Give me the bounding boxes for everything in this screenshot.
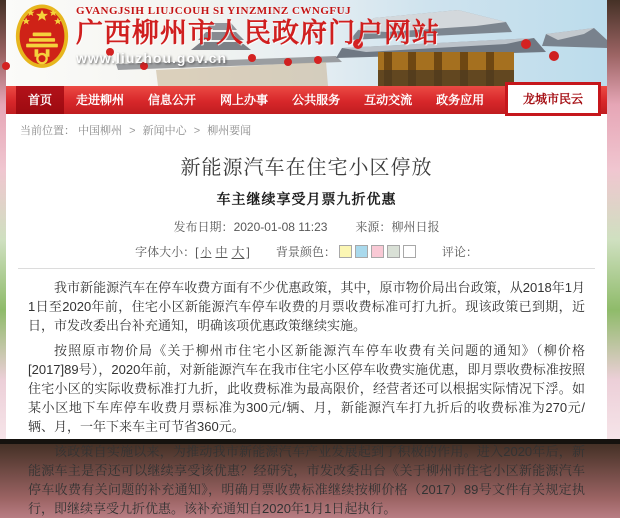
national-emblem-icon — [14, 2, 70, 76]
article-paragraph: 按照原市物价局《关于柳州市住宅小区新能源汽车停车收费有关问题的通知》（柳价格[2017]89号），2020年前，对新能源汽车在我市住宅小区停车收费实施优惠，即月票收费标准按照住宅小区的实际收费标准打九折，此收费标准为最高限价，经营者还可以根据实际情况下浮。如某小区地下车库停车收费月票标准为300元/辆、月，新能源汽车打九折后的收费标准为270元/辆、月，一年下来车主可节省360元。 — [28, 343, 585, 434]
article-meta — [6, 218, 607, 235]
screenshot-bottom-border — [0, 439, 620, 444]
source — [355, 218, 439, 235]
bg-swatch-blue[interactable] — [355, 245, 368, 258]
breadcrumb-item-china-liuzhou[interactable]: 中国柳州 — [78, 125, 123, 137]
site-title: 广西柳州市人民政府门户网站 — [76, 18, 440, 48]
site-header-banner — [6, 0, 607, 86]
background-color-label: 背景颜色： — [275, 245, 336, 259]
font-size-label: 字体大小：[ — [135, 245, 199, 259]
main-nav — [6, 86, 607, 114]
font-size-bracket-close: ] — [246, 244, 250, 259]
article-toolbar — [6, 242, 607, 261]
site-identity — [76, 5, 440, 66]
comment-label[interactable]: 评论： — [441, 245, 478, 259]
nav-item-interaction[interactable]: 互动交流 — [364, 93, 413, 107]
nav-item-gov-apps[interactable]: 政务应用 — [436, 93, 485, 107]
breadcrumb-separator: > — [129, 125, 136, 137]
publish-date-value: 2020-01-08 11:23 — [233, 220, 328, 234]
font-size-control — [135, 242, 250, 261]
font-size-large-button[interactable]: 大 — [231, 245, 245, 260]
site-title-zhuang: GVANGJSIH LIUJCOUH SI YINZMINZ CWNGFUJ — [76, 5, 352, 17]
nav-item-public-services[interactable]: 公共服务 — [292, 93, 341, 107]
bg-swatch-white[interactable] — [403, 245, 416, 258]
source-value: 柳州日报 — [391, 220, 440, 234]
font-size-medium-button[interactable]: 中 — [215, 245, 228, 259]
article-subtitle: 车主继续享受月票九折优惠 — [216, 191, 397, 207]
bg-swatch-pink[interactable] — [371, 245, 384, 258]
article-paragraph: 我市新能源汽车在停车收费方面有不少优惠政策，其中，原市物价局出台政策，从2018年1月1日至2020年前，住宅小区新能源汽车停车收费的月票收费标准可打九折。现该政策已到期，近日，市发改委出台补充通知，明确该项优惠政策继续实施。 — [28, 280, 585, 333]
font-size-small-button[interactable]: 小 — [200, 246, 212, 259]
breadcrumb-label: 当前位置： — [20, 125, 75, 137]
background-color-control — [276, 243, 416, 260]
publish-date — [174, 218, 328, 235]
article-body — [6, 269, 607, 518]
article-paragraph: 该政策自实施以来，为推动我市新能源汽车产业发展起到了积极的作用。进入2020年后，新能源车主是否还可以继续享受该优惠？经研究，市发改委出台《关于柳州市住宅小区新能源汽车停车收费有关问题的补充通知》，明确月票收费标准继续按柳价格（2017）89号文件有关规定执行，即继续享受九折优惠。该补充通知自2020年1月1日起执行。 — [28, 444, 585, 516]
article-title: 新能源汽车在住宅小区停放 — [180, 157, 433, 179]
nav-item-home[interactable]: 首页 — [16, 86, 64, 114]
nav-item-info-disclosure[interactable]: 信息公开 — [148, 93, 197, 107]
breadcrumb-item-news-center[interactable]: 新闻中心 — [142, 125, 187, 137]
site-url: www.liuzhou.gov.cn — [76, 50, 227, 66]
source-label: 来源： — [355, 220, 392, 234]
bg-swatch-yellow[interactable] — [339, 245, 352, 258]
breadcrumb-item-liuzhou-news[interactable]: 柳州要闻 — [207, 125, 252, 137]
nav-item-about-liuzhou[interactable]: 走进柳州 — [76, 93, 125, 107]
bg-swatch-gray[interactable] — [387, 245, 400, 258]
breadcrumb — [6, 114, 607, 142]
page-container — [6, 0, 607, 516]
nav-item-online-services[interactable]: 网上办事 — [220, 93, 269, 107]
citizen-cloud-button[interactable]: 龙城市民云 — [505, 82, 601, 116]
breadcrumb-separator: > — [193, 125, 201, 137]
publish-date-label: 发布日期： — [173, 220, 234, 234]
